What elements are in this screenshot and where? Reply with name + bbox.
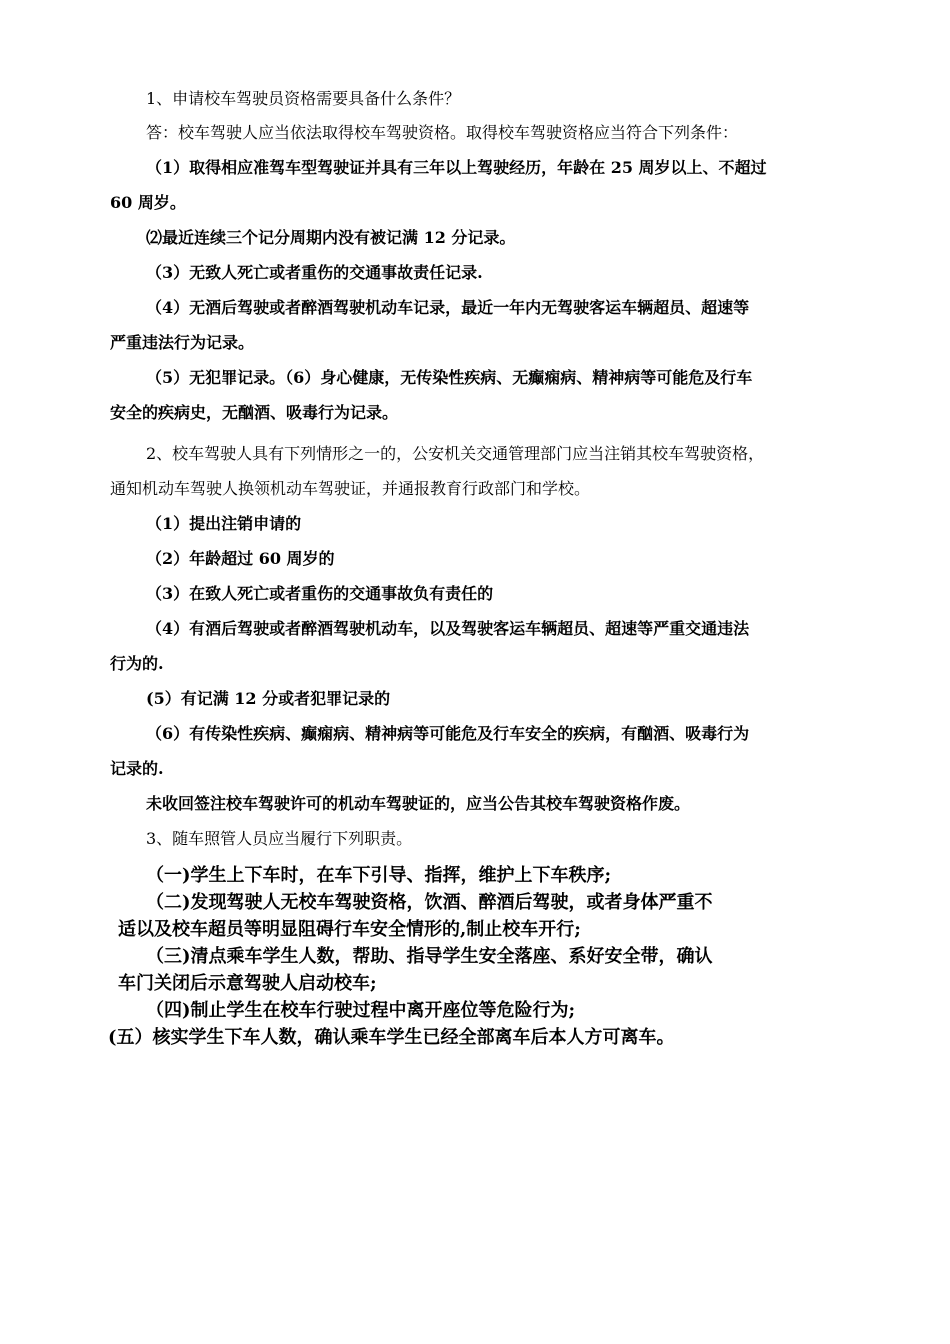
condition-1-line-2: 60 周岁。	[110, 193, 186, 212]
cancel-condition-6-line-2: 记录的.	[110, 759, 164, 778]
section-2-intro-line-1: 2、校车驾驶人具有下列情形之一的，公安机关交通管理部门应当注销其校车驾驶资格，	[146, 444, 765, 463]
duty-4: （四)制止学生在校车行驶过程中离开座位等危险行为;	[146, 1000, 576, 1021]
duty-3-line-2: 车门关闭后示意驾驶人启动校车;	[118, 973, 377, 994]
condition-3: （3）无致人死亡或者重伤的交通事故责任记录.	[146, 263, 483, 282]
condition-4-line-1: （4）无酒后驾驶或者醉酒驾驶机动车记录，最近一年内无驾驶客运车辆超员、超速等	[146, 298, 750, 317]
question-1: 1、申请校车驾驶员资格需要具备什么条件？	[146, 89, 461, 108]
condition-1-line-1: （1）取得相应准驾车型驾驶证并具有三年以上驾驶经历，年龄在 25 周岁以上、不超过	[146, 158, 767, 177]
cancel-condition-2: （2）年龄超过 60 周岁的	[146, 549, 335, 568]
cancel-condition-5: (5）有记满 12 分或者犯罪记录的	[146, 689, 391, 708]
section-2-note: 未收回签注校车驾驶许可的机动车驾驶证的，应当公告其校车驾驶资格作废。	[146, 794, 691, 813]
duty-5: (五）核实学生下车人数，确认乘车学生已经全部离车后本人方可离车。	[108, 1027, 675, 1048]
condition-5-6-line-1: （5）无犯罪记录。（6）身心健康，无传染性疾病、无癫痫病、精神病等可能危及行车	[146, 368, 753, 387]
duty-3-line-1: （三)清点乘车学生人数，帮助、指导学生安全落座、系好安全带，确认	[146, 946, 713, 967]
cancel-condition-4-line-1: （4）有酒后驾驶或者醉酒驾驶机动车，以及驾驶客运车辆超员、超速等严重交通违法	[146, 619, 750, 638]
cancel-condition-6-line-1: （6）有传染性疾病、癫痫病、精神病等可能危及行车安全的疾病，有酗酒、吸毒行为	[146, 724, 750, 743]
section-3-intro: 3、随车照管人员应当履行下列职责。	[146, 829, 413, 848]
section-2-intro-line-2: 通知机动车驾驶人换领机动车驾驶证，并通报教育行政部门和学校。	[110, 479, 591, 498]
answer-1-intro: 答：校车驾驶人应当依法取得校车驾驶资格。取得校车驾驶资格应当符合下列条件：	[146, 123, 739, 142]
cancel-condition-3: （3）在致人死亡或者重伤的交通事故负有责任的	[146, 584, 494, 603]
cancel-condition-4-line-2: 行为的.	[110, 654, 164, 673]
condition-4-line-2: 严重违法行为记录。	[110, 333, 255, 352]
condition-2: ⑵最近连续三个记分周期内没有被记满 12 分记录。	[146, 228, 516, 247]
duty-2-line-2: 适以及校车超员等明显阻碍行车安全情形的,制止校车开行;	[118, 919, 581, 940]
duty-2-line-1: （二)发现驾驶人无校车驾驶资格，饮酒、醉酒后驾驶，或者身体严重不	[146, 892, 713, 913]
condition-5-6-line-2: 安全的疾病史，无酗酒、吸毒行为记录。	[110, 403, 399, 422]
duty-1: （一)学生上下车时，在车下引导、指挥，维护上下车秩序;	[146, 865, 612, 886]
cancel-condition-1: （1）提出注销申请的	[146, 514, 302, 533]
